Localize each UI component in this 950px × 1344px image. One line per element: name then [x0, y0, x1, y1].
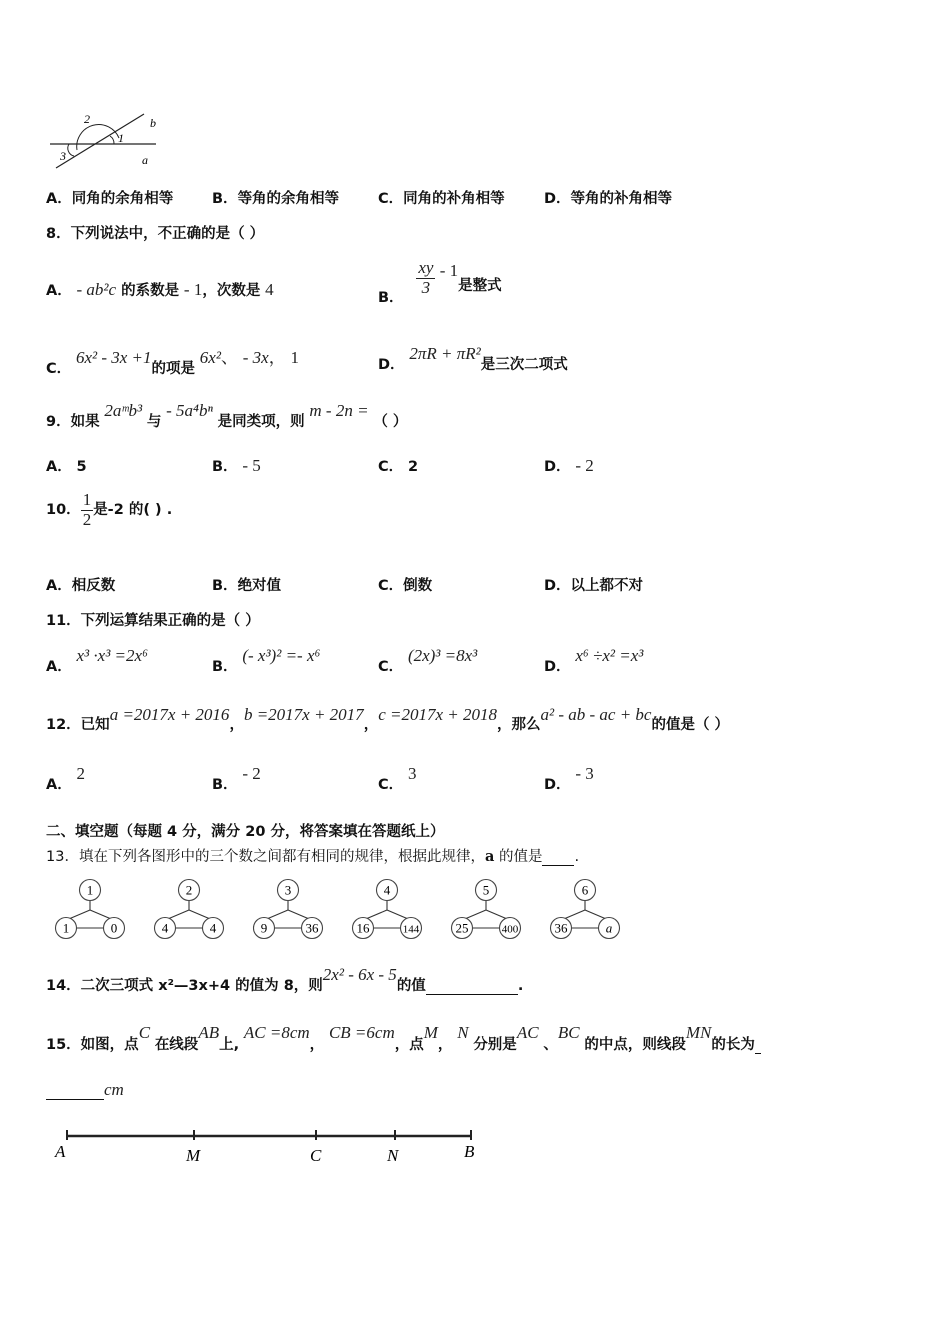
pattern-value-left: 9 [260, 920, 268, 936]
point-label-m: M [186, 1146, 201, 1165]
q8-option-d[interactable]: D． 2πR + πR²是三次二项式 [378, 344, 568, 373]
q9-option-c[interactable]: C． 2 [378, 459, 419, 475]
number-pattern-figure [44, 874, 634, 946]
q12-option-d[interactable]: D． - 3 [544, 764, 594, 793]
q8-stem: 8．下列说法中，不正确的是（ ） [46, 226, 265, 242]
pattern-value-top: 3 [284, 882, 292, 898]
angle-label-2: 2 [84, 112, 90, 126]
q12-option-b[interactable]: B． - 2 [212, 764, 261, 793]
q9-stem: 9．如果 2aᵐb³ 与 - 5a⁴bⁿ 是同类项，则 m - 2n = （ ） [46, 401, 408, 430]
q7-option-d[interactable]: D．等角的补角相等 [544, 191, 673, 207]
q15-answer-blank[interactable] [46, 1081, 104, 1100]
q7-option-a[interactable]: A．同角的余角相等 [46, 191, 174, 207]
q7-option-b[interactable]: B．等角的余角相等 [212, 191, 340, 207]
point-label-n: N [387, 1146, 399, 1165]
pattern-group-3 [254, 880, 323, 939]
pattern-group-2 [155, 880, 224, 939]
angle-label-1: 1 [118, 131, 124, 145]
pattern-value-right: 36 [305, 920, 319, 936]
line-label-b: b [150, 116, 156, 130]
q9-option-b[interactable]: B． - 5 [212, 456, 261, 475]
q13-stem: 13．填在下列各图形中的三个数之间都有相同的规律，根据此规律，a 的值是 . [46, 848, 580, 865]
q8-option-c[interactable]: C． 6x² - 3x +1的项是 6x²、 - 3x， 1 [46, 348, 299, 377]
pattern-value-right: 4 [209, 920, 217, 936]
q11-option-d[interactable]: D． x⁶ ÷x² =x³ [544, 646, 644, 675]
q12-option-a[interactable]: A． 2 [46, 764, 86, 793]
q8-option-b[interactable]: B． $\frac{xy}{3}$ - 1是整式 [378, 258, 502, 307]
q12-option-c[interactable]: C． 3 [378, 764, 417, 793]
pattern-value-left: 25 [455, 920, 469, 936]
line-label-a: a [142, 153, 148, 167]
pattern-group-4 [353, 880, 422, 939]
q10-option-c[interactable]: C．倒数 [378, 578, 433, 594]
pattern-value-left: 4 [161, 920, 169, 936]
q12-stem: 12．已知a =2017x + 2016，b =2017x + 2017，c =2017x + 2018，那么a² - ab - ac + bc的值是（ ） [46, 705, 730, 733]
pattern-value-left: 1 [62, 920, 70, 936]
q11-stem: 11．下列运算结果正确的是（ ） [46, 613, 260, 629]
q9-option-a[interactable]: A． 5 [46, 459, 87, 475]
pattern-value-top: 2 [185, 882, 193, 898]
q14-answer-blank[interactable] [426, 976, 518, 995]
q11-option-b[interactable]: B． (- x³)² =- x⁶ [212, 646, 321, 675]
pattern-group-1 [56, 880, 125, 939]
point-label-c: C [310, 1146, 322, 1165]
q11-option-a[interactable]: A． x³ ·x³ =2x⁶ [46, 646, 148, 675]
pattern-value-left: 16 [356, 920, 370, 936]
q11-option-c[interactable]: C． (2x)³ =8x³ [378, 646, 478, 675]
q10-stem: 10． $\frac{1}{2}$ 是-2 的( ) . [46, 490, 173, 529]
point-label-b: B [464, 1142, 475, 1161]
pattern-value-right: 400 [501, 923, 519, 936]
pattern-value-right: 0 [110, 920, 118, 936]
q9-option-d[interactable]: D． - 2 [544, 456, 594, 475]
segment-figure [50, 1124, 490, 1172]
pattern-value-right: a [605, 920, 613, 936]
q14-stem: 14．二次三项式 x²—3x+4 的值为 8，则2x² - 6x - 5的值 . [46, 965, 524, 994]
pattern-value-left: 36 [554, 920, 568, 936]
pattern-value-top: 1 [86, 882, 94, 898]
angle-figure [44, 110, 174, 172]
pattern-value-top: 5 [482, 882, 490, 898]
q7-option-c[interactable]: C．同角的补角相等 [378, 191, 505, 207]
angle-label-3: 3 [60, 149, 66, 163]
pattern-group-5 [452, 880, 521, 939]
q10-option-d[interactable]: D．以上都不对 [544, 578, 644, 594]
pattern-group-6 [551, 880, 620, 939]
q8-option-a[interactable]: A． - ab²c 的系数是 - 1，次数是 4 [46, 280, 274, 299]
point-label-a: A [55, 1142, 66, 1161]
q13-answer-blank[interactable] [542, 849, 574, 866]
pattern-value-top: 6 [581, 882, 589, 898]
q15-stem: 15．如图，点C 在线段AB上, AC =8cm， CB =6cm，点M， N 分别是AC 、BC 的中点，则线段MN的长为 [46, 1022, 761, 1043]
pattern-value-top: 4 [383, 882, 391, 898]
section-title: 二、填空题（每题 4 分，满分 20 分，将答案填在答题纸上） [46, 824, 445, 840]
q10-option-b[interactable]: B．绝对值 [212, 578, 282, 594]
q10-option-a[interactable]: A．相反数 [46, 578, 116, 594]
q15-answer-line: cm [46, 1080, 124, 1100]
pattern-value-right: 144 [402, 923, 420, 936]
